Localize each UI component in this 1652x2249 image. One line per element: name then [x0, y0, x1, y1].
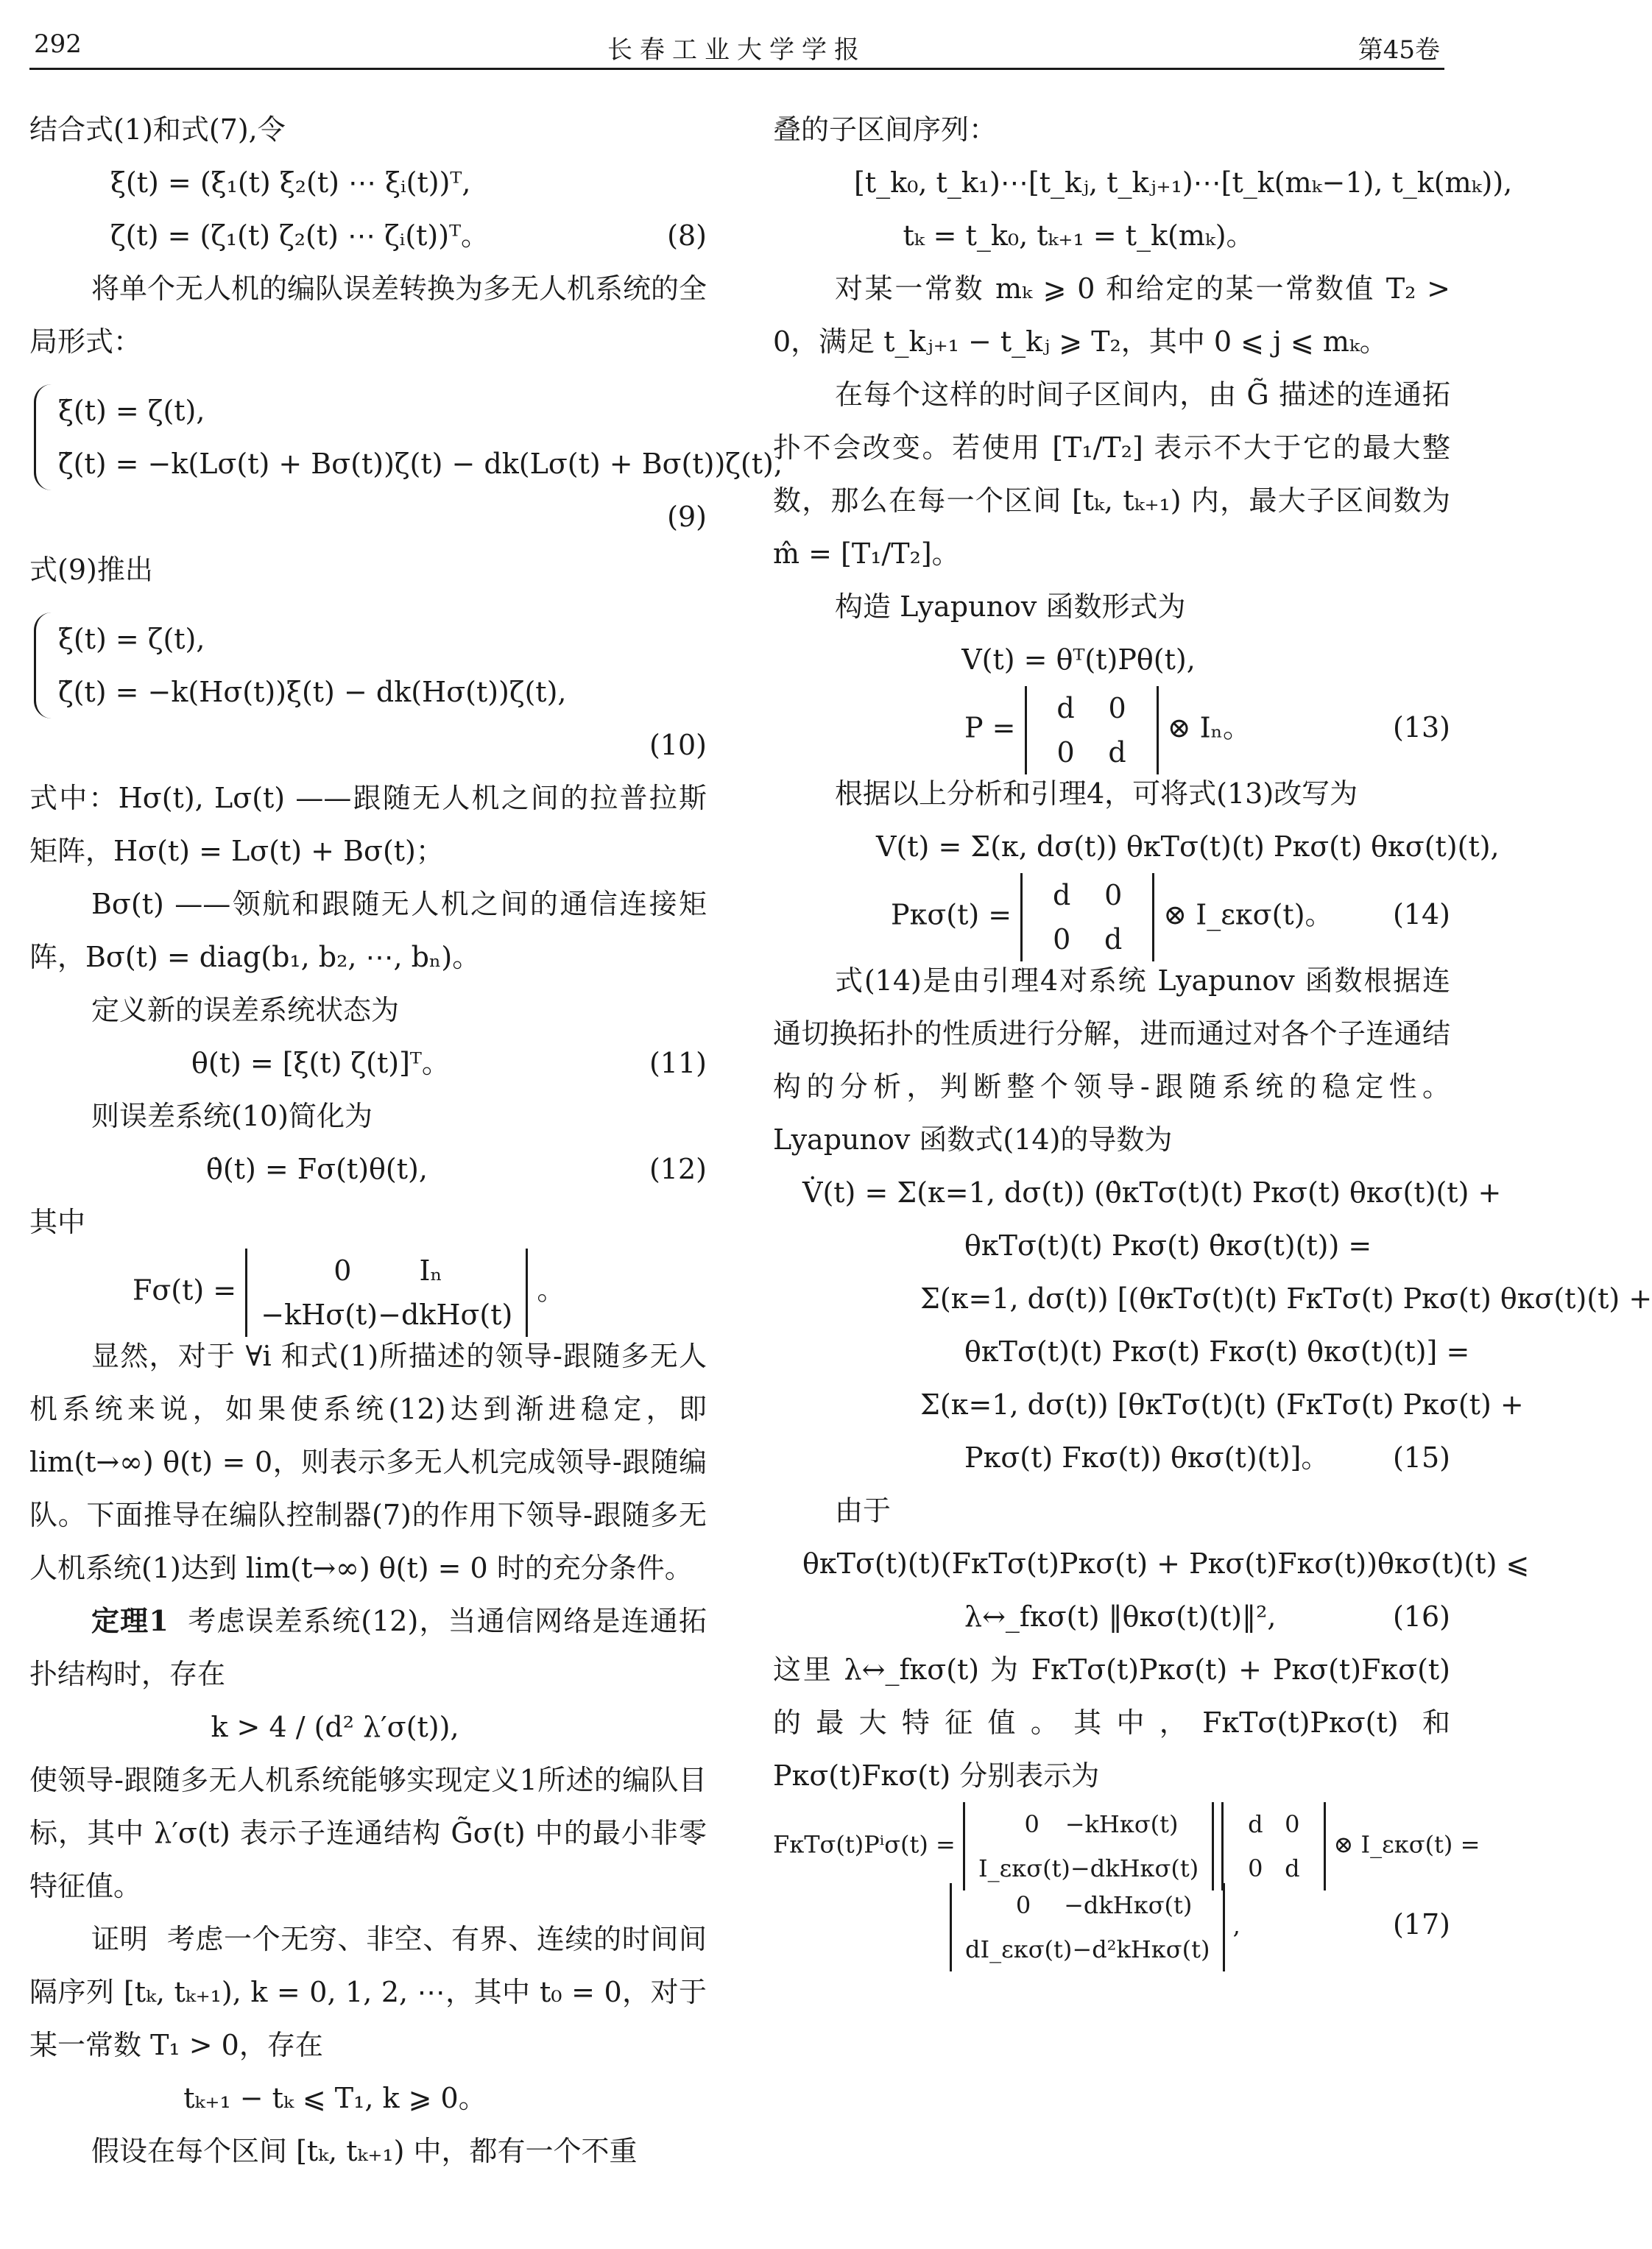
paragraph: 使领导-跟随多无人机系统能够实现定义1所述的编队目标，其中 λ′σ(t) 表示子连通结构 G̃σ(t) 中的最小非零特征值。: [29, 1764, 707, 1902]
equation-k-condition: [29, 1701, 707, 1754]
paragraph: 叠的子区间序列：: [773, 113, 998, 146]
paragraph: Bσ(t) ——领航和跟随无人机之间的通信连接矩阵，Bσ(t) = diag(b₁, b₂, ⋯, bₙ)。: [29, 888, 707, 973]
equation-number: (13): [1392, 711, 1450, 744]
paragraph: 在每个这样的时间子区间内，由 G̃ 描述的连通拓扑不会改变。若使用 [T₁/T₂] 表示不大于它的最大整数，那么在每一个区间 [tₖ, tₖ₊₁) 内，最大子区间数为 m̂ = [T₁/T₂]。: [773, 378, 1450, 570]
proof-text: 考虑一个无穷、非空、有界、连续的时间间隔序列 [tₖ, tₖ₊₁), k = 0, 1, 2, ⋯，其中 t₀ = 0，对于某一常数 T₁ > 0，存在: [29, 1923, 707, 2061]
equation-body: Pκσ(t) Fκσ(t)) θκσ(t)(t)]。: [964, 1441, 1330, 1474]
matrix-cell: 0: [1056, 736, 1075, 769]
matrix-cell: −dkHκσ(t): [1064, 1891, 1193, 1919]
equation-F-matrix: [29, 1249, 707, 1330]
equation-body: θκTσ(t)(t) Pκσ(t) θ̇κσ(t)(t)) =: [964, 1229, 1372, 1262]
matrix-cell: −d²kHκσ(t): [1072, 1935, 1210, 1963]
paragraph: 根据以上分析和引理4，可将式(13)改写为: [835, 777, 1358, 810]
equation-body: Σ(κ=1, dσ(t)) [θκTσ(t)(t) (FκTσ(t) Pκσ(t) +: [920, 1388, 1524, 1421]
equation-number: (14): [1392, 898, 1450, 931]
equation-body: Σ(κ=1, dσ(t)) [(θκTσ(t)(t) FκTσ(t) Pκσ(t) θκσ(t)(t) +: [920, 1282, 1652, 1315]
equation-number: (15): [1392, 1441, 1450, 1474]
matrix-cell: −dkHσ(t): [378, 1299, 513, 1331]
equation-16-line1: [773, 1537, 1530, 1590]
paragraph: 显然，对于 ∀i 和式(1)所描述的领导-跟随多无人机系统来说，如果使系统(12)达到渐进稳定，即 lim(t→∞) θ(t) = 0，则表示多无人机完成领导-跟随编队。下面推导在编队控制器(7)的作用下领导-跟随多无人机系统(1)达到 lim(t→∞) θ(t) = 0 时的充分条件。: [29, 1340, 707, 1584]
equation-13: [773, 686, 1450, 767]
proof-label: 证明: [91, 1923, 149, 1955]
equation-number: (10): [649, 729, 707, 761]
theorem-1: [29, 1595, 707, 1701]
equation-body: tₖ₊₁ − tₖ ⩽ T₁, k ⩾ 0。: [183, 2082, 487, 2114]
matrix-cell: 0: [1024, 1810, 1039, 1838]
kronecker: ⊗ I_εκσ(t)。: [1163, 898, 1333, 931]
equation-15: [773, 1431, 1450, 1484]
matrix-label: Pκσ(t) =: [891, 898, 1012, 931]
matrix-cell: d: [1056, 692, 1075, 724]
matrix: [1020, 873, 1154, 961]
matrix-cell: −kHκσ(t): [1065, 1810, 1179, 1838]
equation-10: [34, 612, 707, 719]
matrix: [963, 1802, 1214, 1890]
equation-body: V(t) = Σ(κ, dσ(t)) θκTσ(t)(t) Pκσ(t) θκσ(t)(t),: [876, 830, 1500, 863]
equation-11: [29, 1037, 707, 1090]
equation-body: θκTσ(t)(t)(FκTσ(t)Pκσ(t) + Pκσ(t)Fκσ(t))θκσ(t)(t) ⩽: [802, 1547, 1530, 1580]
left-column: [29, 103, 783, 2223]
equation-body: λ↔_fκσ(t) ‖θκσ(t)(t)‖²,: [964, 1600, 1277, 1633]
equation-number: (11): [649, 1047, 707, 1079]
equation-tk: [773, 209, 1450, 262]
equation-body: θκTσ(t)(t) Pκσ(t) Fκσ(t) θκσ(t)(t)] =: [964, 1335, 1470, 1368]
equation-body: θ̇(t) = Fσ(t)θ(t),: [206, 1153, 428, 1185]
equation-body: k > 4 / (d² λ′σ(t)),: [211, 1711, 459, 1743]
equation-9: [34, 384, 783, 490]
paragraph: 式(9)推出: [29, 554, 153, 586]
equation-end: 。: [537, 1274, 565, 1307]
equation-body: [964, 686, 1251, 774]
matrix-cell: 0: [1053, 923, 1071, 956]
equation-12: [29, 1143, 707, 1196]
equation-15-line1: [773, 1166, 1502, 1219]
matrix-cell: d: [1104, 923, 1123, 956]
paragraph: 将单个无人机的编队误差转换为多无人机系统的全局形式：: [29, 272, 707, 358]
equation-number: (8): [667, 219, 707, 252]
matrix-cell: 0: [1015, 1891, 1031, 1919]
paragraph: 构造 Lyapunov 函数形式为: [835, 590, 1186, 623]
paragraph: 则误差系统(10)简化为: [91, 1100, 373, 1132]
volume-label: 第45卷: [1358, 35, 1440, 65]
running-header: [29, 21, 1444, 70]
equation-body: ζ(t) = (ζ₁(t) ζ₂(t) ⋯ ζᵢ(t))ᵀ。: [110, 219, 490, 252]
paragraph: 结合式(1)和式(7),令: [29, 113, 286, 146]
theorem-text: 考虑误差系统(12)，当通信网络是连通拓扑结构时，存在: [29, 1605, 707, 1690]
matrix-cell: 0: [1248, 1854, 1263, 1882]
matrix-cell: 0: [1104, 879, 1123, 911]
paragraph: 其中: [29, 1206, 86, 1238]
equation-16: [773, 1590, 1450, 1643]
equation-number: (9): [667, 501, 707, 533]
kronecker: ⊗ I_εκσ(t) =: [1333, 1830, 1480, 1859]
equation-subintervals: [773, 156, 1513, 209]
equation-14: [773, 873, 1450, 954]
matrix-cell: d: [1053, 879, 1071, 911]
matrix-cell: −kHσ(t): [261, 1299, 378, 1331]
equation-body: ξ(t) = (ξ₁(t) ξ₂(t) ⋯ ξᵢ(t))ᵀ,: [110, 166, 471, 199]
equation-body: [773, 1802, 1480, 1890]
equation-body: V̇(t) = Σ(κ=1, dσ(t)) (θ̇κTσ(t)(t) Pκσ(t) θκσ(t)(t) +: [802, 1176, 1502, 1209]
matrix-cell: I_εκσ(t): [978, 1854, 1070, 1882]
equation-15-line3: [773, 1272, 1652, 1325]
matrix: [1025, 686, 1159, 774]
equation-body: [891, 873, 1333, 961]
equation-body: tₖ = t_k₀, tₖ₊₁ = t_k(mₖ)。: [903, 219, 1254, 252]
equation-lhs: FκTσ(t)Pⁱσ(t) =: [773, 1830, 956, 1859]
equation-body: [133, 1249, 565, 1337]
matrix-label: P =: [964, 711, 1016, 744]
equation-number: (16): [1392, 1600, 1450, 1633]
equation-17-line1: [773, 1802, 1480, 1883]
paragraph: 这里 λ↔_fκσ(t) 为 FκTσ(t)Pκσ(t) + Pκσ(t)Fκσ(t) 的最大特征值。其中，FκTσ(t)Pκσ(t) 和 Pκσ(t)Fκσ(t) 分别表示为: [773, 1653, 1450, 1792]
matrix-label: Fσ(t) =: [133, 1274, 237, 1307]
equation-15-line2: [773, 1219, 1450, 1272]
matrix-cell: d: [1285, 1854, 1300, 1882]
equation-13-line1: [773, 633, 1450, 686]
equation-number: (17): [1392, 1908, 1450, 1941]
equation-body: θ(t) = [ξ(t) ζ(t)]ᵀ。: [191, 1047, 450, 1079]
matrix: [1221, 1802, 1326, 1890]
matrix: [950, 1883, 1225, 1971]
equation-line: ξ̇(t) = ζ(t),: [58, 395, 205, 427]
matrix-cell: 0: [1285, 1810, 1300, 1838]
equation-14-line1: [773, 820, 1500, 873]
equation-15-line4: [773, 1325, 1470, 1378]
equation-line: ζ̇(t) = −k(Hσ(t))ξ(t) − dk(Hσ(t))ζ(t),: [58, 676, 567, 708]
equation-body: [950, 1883, 1240, 1971]
equation-17: [773, 1883, 1450, 1964]
journal-title: 长春工业大学学报: [607, 35, 866, 65]
paragraph: 假设在每个区间 [tₖ, tₖ₊₁) 中，都有一个不重: [91, 2135, 638, 2167]
equation-15-line5: [773, 1378, 1524, 1431]
paragraph: 由于: [835, 1494, 892, 1527]
page-number: 292: [34, 29, 82, 59]
equation-end: ,: [1232, 1911, 1240, 1940]
equation-line: ζ̇(t) = −k(Lσ(t) + Bσ(t))ζ(t) − dk(Lσ(t) + Bσ(t))ζ(t),: [58, 448, 783, 480]
matrix-cell: −dkHκσ(t): [1070, 1854, 1199, 1882]
matrix-cell: Iₙ: [419, 1254, 442, 1287]
theorem-label: 定理1: [91, 1604, 169, 1637]
proof: [29, 1913, 707, 2072]
matrix-cell: d: [1248, 1810, 1263, 1838]
equation-body: [t_k₀, t_k₁)⋯[t_kⱼ, t_kⱼ₊₁)⋯[t_k(mₖ−1), t_k(mₖ)),: [854, 166, 1513, 199]
equation-T1: [29, 2072, 707, 2125]
paragraph: 对某一常数 mₖ ⩾ 0 和给定的某一常数值 T₂ > 0，满足 t_kⱼ₊₁ − t_kⱼ ⩾ T₂，其中 0 ⩽ j ⩽ mₖ。: [773, 272, 1450, 358]
equation-xi: [29, 156, 707, 209]
paragraph: 式中：Hσ(t), Lσ(t) ——跟随无人机之间的拉普拉斯矩阵，Hσ(t) = Lσ(t) + Bσ(t)；: [29, 782, 707, 867]
matrix-cell: dI_εκσ(t): [965, 1935, 1073, 1963]
matrix-cell: d: [1108, 736, 1126, 769]
equation-body: V(t) = θᵀ(t)Pθ(t),: [961, 643, 1196, 676]
equation-number: (12): [649, 1153, 707, 1185]
kronecker: ⊗ Iₙ。: [1167, 711, 1252, 744]
matrix: [245, 1249, 528, 1337]
paragraph: 定义新的误差系统状态为: [91, 994, 400, 1026]
equation-8: [29, 209, 707, 262]
matrix-cell: 0: [333, 1254, 352, 1287]
matrix-cell: 0: [1108, 692, 1126, 724]
right-column: [773, 103, 1652, 2223]
paragraph: 式(14)是由引理4对系统 Lyapunov 函数根据连通切换拓扑的性质进行分解，进而通过对各个子连通结构的分析，判断整个领导-跟随系统的稳定性。Lyapunov 函数式(14)的导数为: [773, 964, 1450, 1156]
equation-line: ξ̇(t) = ζ(t),: [58, 623, 205, 655]
